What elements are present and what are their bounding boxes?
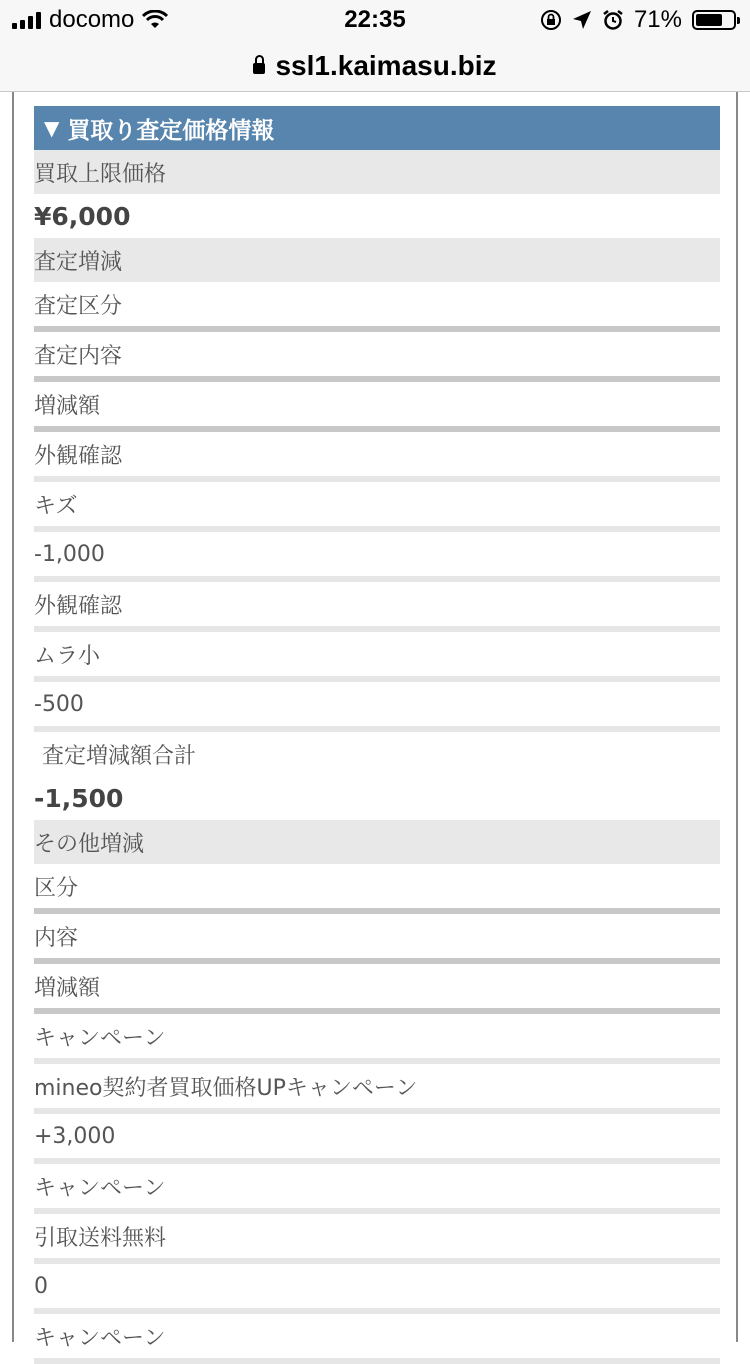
other-item-category: キャンペーン	[34, 1164, 720, 1214]
assessment-item-amount: -1,000	[34, 532, 720, 582]
other-item-detail: 引取送料無料	[34, 1214, 720, 1264]
other-item-category-partial: キャンペーン	[34, 1314, 720, 1364]
battery-percent: 71%	[633, 6, 682, 33]
other-adjustments-label: その他増減	[34, 820, 720, 864]
assessment-item-detail: ムラ小	[34, 632, 720, 682]
other-item-detail: mineo契約者買取価格UPキャンペーン	[34, 1064, 720, 1114]
column-header: 区分	[34, 864, 720, 914]
assessment-item-amount: -500	[34, 682, 720, 732]
section-title: 買取り査定価格情報	[67, 117, 275, 144]
battery-fill	[696, 14, 722, 26]
other-item-amount: +3,000	[34, 1114, 720, 1164]
section-header[interactable]	[34, 106, 720, 150]
battery-icon	[692, 10, 736, 30]
clock: 22:35	[344, 6, 406, 33]
other-item-amount: 0	[34, 1264, 720, 1314]
assessment-label: 査定増減	[34, 238, 720, 282]
other-item-category: キャンペーン	[34, 1014, 720, 1064]
status-icons	[540, 6, 736, 34]
assessment-item-category: 外観確認	[34, 582, 720, 632]
assessment-item-category: 外観確認	[34, 432, 720, 482]
triangle-down-icon: ▼	[44, 116, 60, 140]
assessment-item-detail: キズ	[34, 482, 720, 532]
location-arrow-icon	[572, 10, 592, 30]
url-domain[interactable]: ssl1.kaimasu.biz	[275, 49, 497, 81]
assessment-panel	[34, 106, 720, 1364]
status-bar	[0, 0, 750, 40]
column-header: 査定区分	[34, 282, 720, 332]
upper-limit-label: 買取上限価格	[34, 150, 720, 194]
alarm-icon	[602, 9, 624, 31]
lock-icon	[253, 63, 265, 74]
address-bar[interactable]	[0, 40, 750, 92]
carrier-name: docomo	[49, 6, 135, 33]
assessment-total-label: 査定増減額合計	[42, 743, 197, 769]
column-header: 増減額	[34, 382, 720, 432]
column-header: 内容	[34, 914, 720, 964]
assessment-total-value: -1,500	[34, 783, 124, 813]
column-header: 増減額	[34, 964, 720, 1014]
upper-limit-value: ¥6,000	[34, 201, 131, 231]
page-frame	[12, 92, 738, 1351]
column-header: 査定内容	[34, 332, 720, 382]
orientation-lock-icon	[540, 9, 562, 31]
